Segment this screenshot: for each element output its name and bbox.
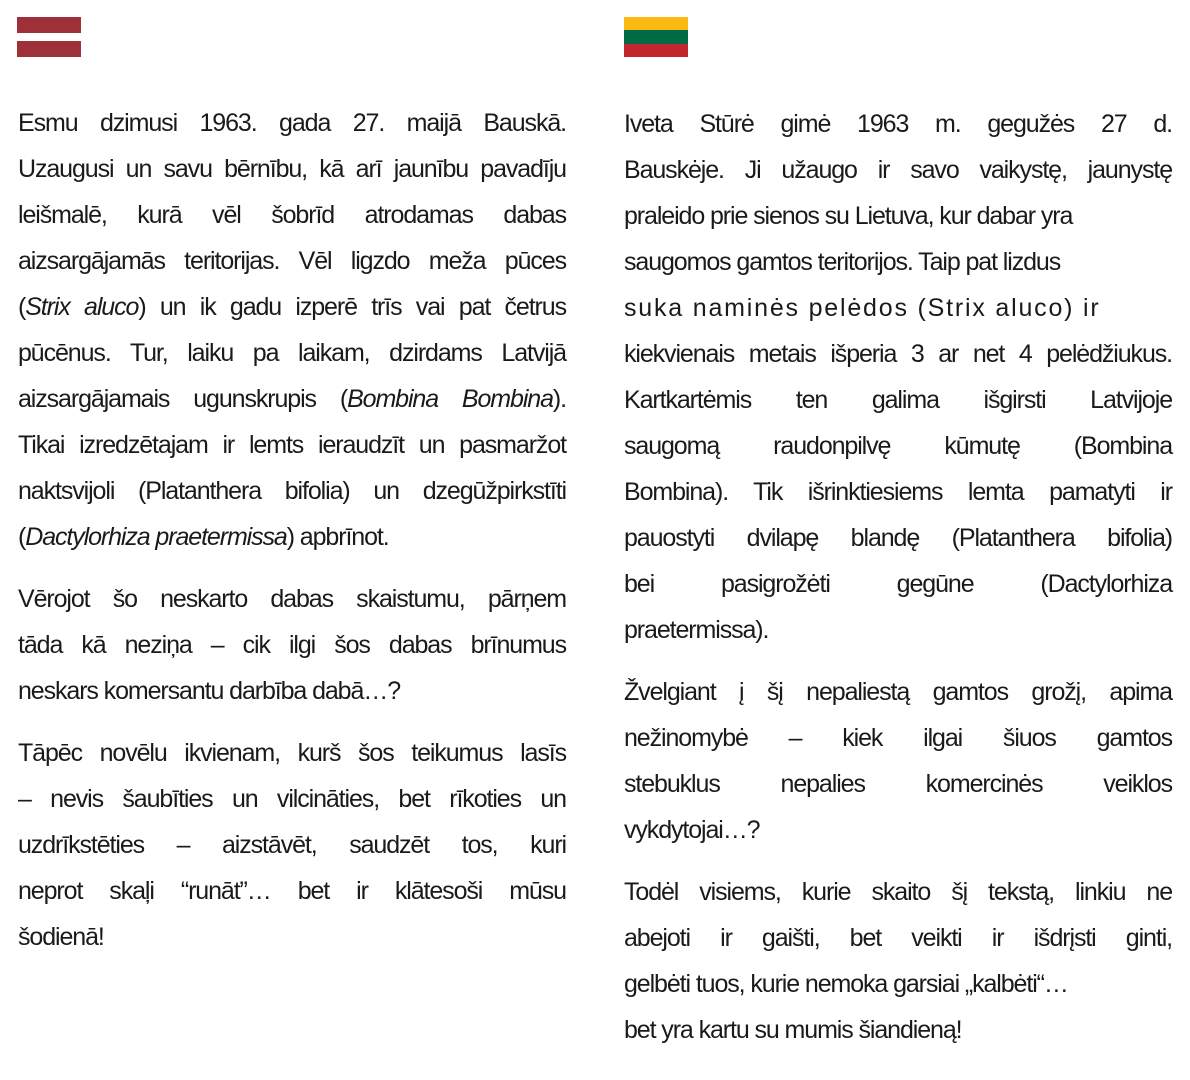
text-line: suka naminės pelėdos (Strix aluco) ir	[624, 294, 1101, 322]
text-fragment: (	[18, 523, 26, 551]
latvian-paragraph-1	[18, 100, 566, 560]
latvian-paragraph-2	[18, 576, 566, 714]
text-line: Iveta Stūrė gimė 1963 m. gegužės 27 d.	[624, 110, 1172, 138]
text-line: Bombina). Tik išrinktiesiems lemta pamatyti ir	[624, 478, 1172, 506]
text-line: neskars komersantu darbība dabā…?	[18, 677, 400, 705]
text-line: saugomą raudonpilvę kūmutę (Bombina	[624, 432, 1172, 460]
text-line: tāda kā neziņa – cik ilgi šos dabas brīnumus	[18, 631, 566, 659]
text-line: naktsvijoli (Platanthera bifolia) un dzegūžpirkstīti	[18, 477, 566, 505]
text-line: uzdrīkstēties – aizstāvēt, saudzēt tos, kuri	[18, 831, 566, 859]
text-fragment: ) apbrīnot.	[286, 523, 389, 551]
latvian-text-column	[18, 100, 566, 976]
text-line	[18, 514, 566, 560]
lithuanian-paragraph-3	[624, 869, 1172, 1053]
latvia-flag-icon	[17, 17, 81, 57]
text-line: kiekvienais metais išperia 3 ar net 4 pelėdžiukus.	[624, 340, 1172, 368]
text-line: leišmalē, kurā vēl šobrīd atrodamas dabas	[18, 201, 566, 229]
latvia-flag-bottom-stripe	[17, 41, 81, 57]
text-fragment: aizsargājamais ugunskrupis (	[18, 385, 348, 413]
species-name-italic: Strix aluco	[25, 293, 139, 321]
text-line: nežinomybė – kiek ilgai šiuos gamtos	[624, 724, 1172, 752]
text-line: šodienā!	[18, 923, 104, 951]
text-line: praleido prie sienos su Lietuva, kur dabar yra	[624, 202, 1073, 230]
text-line: pūcēnus. Tur, laiku pa laikam, dzirdams Latvijā	[18, 339, 566, 367]
text-line: pauostyti dvilapę blandę (Platanthera bifolia)	[624, 524, 1172, 552]
lithuania-flag-green-stripe	[624, 30, 688, 43]
lithuania-flag-red-stripe	[624, 44, 688, 57]
text-line: bet yra kartu su mumis šiandieną!	[624, 1016, 962, 1044]
text-line: Todėl visiems, kurie skaito šį tekstą, linkiu ne	[624, 878, 1172, 906]
latvia-flag-middle-stripe	[17, 33, 81, 41]
text-line: gelbėti tuos, kurie nemoka garsiai „kalbėti“…	[624, 970, 1068, 998]
text-line: vykdytojai…?	[624, 816, 760, 844]
text-line: aizsargājamās teritorijas. Vēl ligzdo meža pūces	[18, 247, 566, 275]
text-line: saugomos gamtos teritorijos. Taip pat lizdus	[624, 248, 1061, 276]
text-line: praetermissa).	[624, 616, 769, 644]
text-line	[18, 284, 566, 330]
lithuanian-paragraph-1	[624, 101, 1172, 653]
text-line: – nevis šaubīties un vilcināties, bet rīkoties un	[18, 785, 566, 813]
text-line: Tikai izredzētajam ir lemts ieraudzīt un pasmaržot	[18, 431, 566, 459]
lithuanian-paragraph-2	[624, 669, 1172, 853]
text-line: stebuklus nepalies komercinės veiklos	[624, 770, 1172, 798]
lithuania-flag-yellow-stripe	[624, 17, 688, 30]
text-fragment: ).	[552, 385, 566, 413]
text-line: Žvelgiant į šį nepaliestą gamtos grožį, apima	[624, 678, 1172, 706]
text-line: Bauskėje. Ji užaugo ir savo vaikystę, jaunystę	[624, 156, 1172, 184]
lithuania-flag-icon	[624, 17, 688, 57]
text-line: Tāpēc novēlu ikvienam, kurš šos teikumus lasīs	[18, 739, 566, 767]
text-line	[18, 376, 566, 422]
text-line: Vērojot šo neskarto dabas skaistumu, pārņem	[18, 585, 566, 613]
latvian-paragraph-3	[18, 730, 566, 960]
text-line: Uzaugusi un savu bērnību, kā arī jaunību pavadīju	[18, 155, 566, 183]
text-line: Esmu dzimusi 1963. gada 27. maijā Bauskā.	[18, 109, 566, 137]
text-fragment: ) un ik gadu izperē trīs vai pat četrus	[138, 293, 566, 321]
latvia-flag-top-stripe	[17, 17, 81, 33]
text-line: neprot skaļi “runāt”… bet ir klātesoši mūsu	[18, 877, 566, 905]
text-line: abejoti ir gaišti, bet veikti ir išdrįsti ginti,	[624, 924, 1172, 952]
species-name-italic: Dactylorhiza praetermissa	[25, 523, 287, 551]
lithuanian-text-column	[624, 101, 1172, 1069]
text-line: Kartkartėmis ten galima išgirsti Latvijoje	[624, 386, 1172, 414]
text-line: bei pasigrožėti gegūne (Dactylorhiza	[624, 570, 1172, 598]
text-fragment: (	[18, 293, 26, 321]
species-name-italic: Bombina Bombina	[347, 385, 553, 413]
